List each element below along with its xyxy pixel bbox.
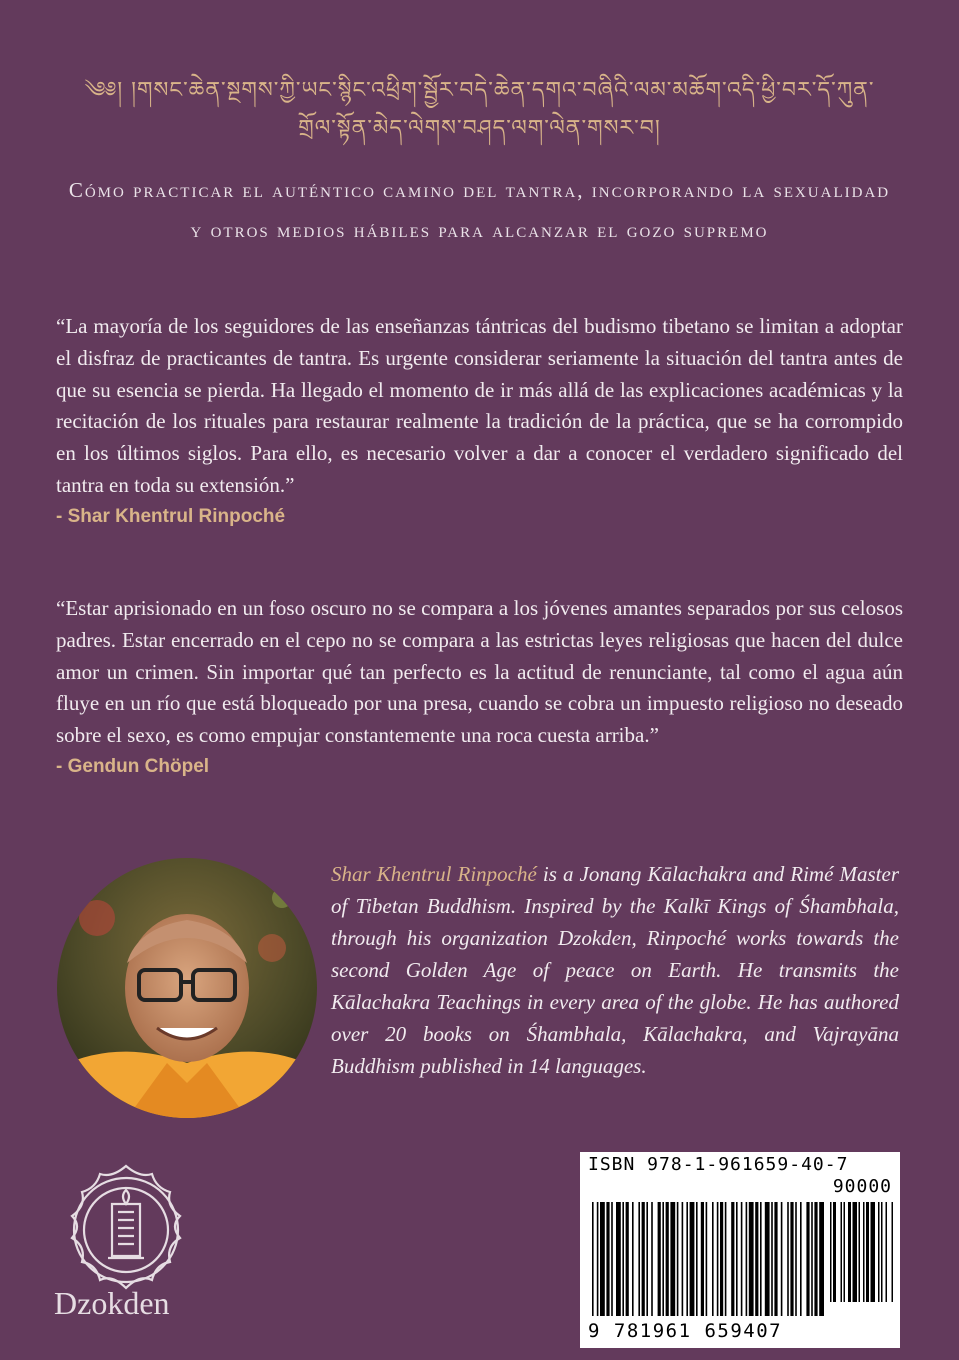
author-bio xyxy=(331,858,899,1082)
author-photo xyxy=(57,858,317,1118)
quote-author: - Shar Khentrul Rinpoché xyxy=(56,505,286,527)
author-name: Shar Khentrul Rinpoché xyxy=(331,862,537,886)
isbn-barcode xyxy=(580,1152,900,1348)
quote-rinpoche xyxy=(56,311,903,532)
barcode-bars xyxy=(580,1152,900,1348)
quote-author: - Gendun Chöpel xyxy=(56,755,210,777)
quote-text: “La mayoría de los seguidores de las enseñanzas tántricas del budismo tibetano se limitan a adoptar el disfraz de practicantes de tantra. Es urgente considerar seriamente la situación del tantra antes de que su esencia se pierda. Ha llegado el momento de ir más allá de las explicaciones académicas y la recitación de los rituales para restaurar realmente la tradición de la práctica, que se ha corrompido en los últimos siglos. Para ello, es necesario volver a dar a conocer el verdadero significado del tantra en toda su extensión.” xyxy=(56,314,903,497)
dzokden-logo xyxy=(56,1160,196,1300)
quote-text: “Estar aprisionado en un foso oscuro no se compara a los jóvenes amantes separados por sus celosos padres. Estar encerrado en el cepo no se compara a las estrictas leyes religiosas que hacen del dulce amor un crimen. Sin importar qué tan perfecto es la actitud de renunciante, tal como el agua aún fluye en un río que está bloqueado por una presa, cuando se cobra un impuesto religioso no deseado sobre el sexo, es como empujar constantemente una roca cuesta arriba.” xyxy=(56,596,903,748)
bio-text: is a Jonang Kālachakra and Rimé Master of Tibetan Buddhism. Inspired by the Kalkī Kings of Śhambhala, through his organization Dzokden, Rinpoché works towards the second Golden Age of peace on Earth. He transmits the Kālachakra Teachings in every area of the globe. He has authored over 20 books on Śhambhala, Kālachakra, and Vajrayāna Buddhism published in 14 languages. xyxy=(331,862,899,1078)
tibetan-title: ༄༅། །གསང་ཆེན་སྔགས་ཀྱི་ཡང་སྙིང་འཕྲིག་སྦྱོར་བདེ་ཆེན་དགའ་བཞིའི་ལམ་མཆོག་འདི་ཕྱི་བར་དོ་ཀུན་གྲོལ་སྟོན་མེད་ལེགས་བཤད་ལག་ལེན་གསར་བ། xyxy=(84,78,875,141)
ean-number: 9 781961 659407 xyxy=(588,1320,783,1342)
isbn-text: ISBN 978-1-961659-40-7 xyxy=(588,1154,849,1175)
publisher-name: Dzokden xyxy=(54,1285,170,1321)
price-code: 90000 xyxy=(832,1176,892,1197)
quote-gendun xyxy=(56,593,903,782)
subtitle: Cómo practicar el auténtico camino del tantra, incorporando la sexualidad y otros medios hábiles para alcanzar el gozo supremo xyxy=(68,178,891,242)
